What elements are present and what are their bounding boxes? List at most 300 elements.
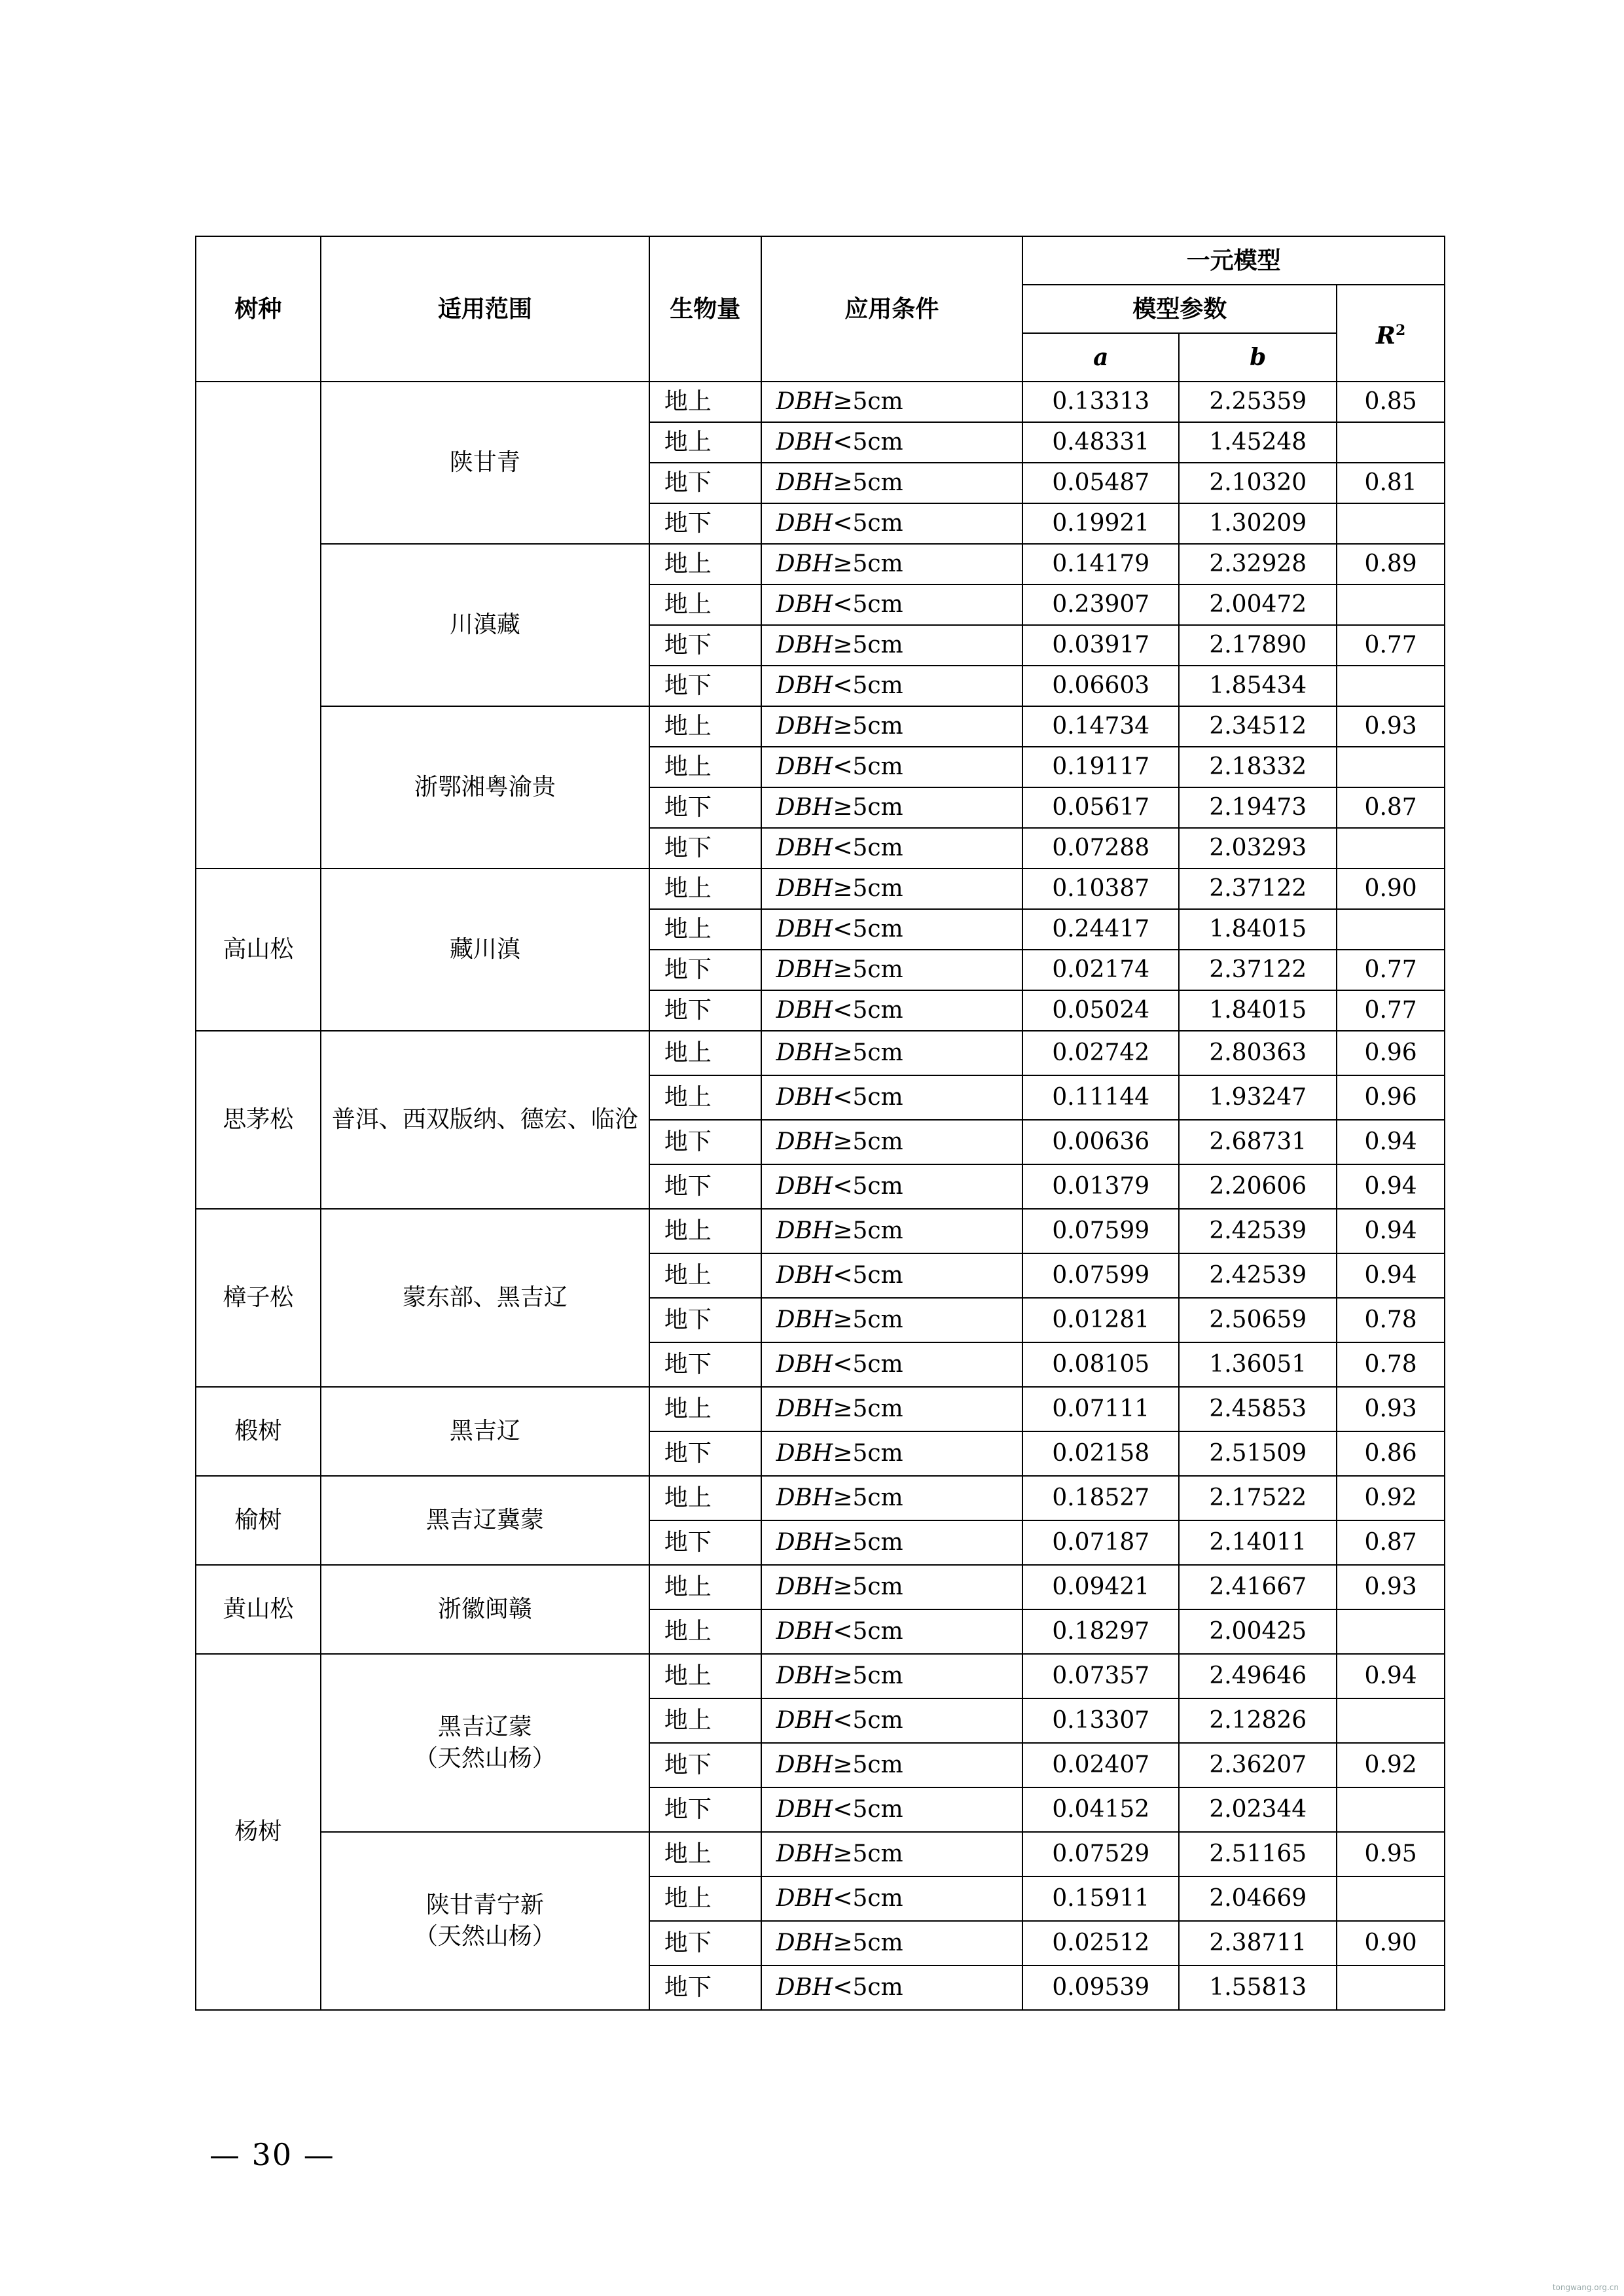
species-cell: 黄山松: [196, 1565, 321, 1654]
dbh-label: DBH: [776, 510, 833, 537]
param-b-cell: 2.32928: [1179, 544, 1337, 584]
condition-cell: [761, 1431, 1023, 1476]
param-a-cell: 0.00636: [1022, 1120, 1179, 1164]
param-b-header: b: [1179, 333, 1337, 382]
dbh-threshold: <5cm: [833, 510, 903, 537]
dbh-threshold: ≥5cm: [833, 1573, 903, 1600]
dbh-label: DBH: [776, 550, 833, 577]
param-a-cell: 0.07111: [1022, 1387, 1179, 1431]
range-cell: [321, 1387, 649, 1476]
biomass-cell: 地上: [649, 544, 761, 584]
dbh-label: DBH: [776, 875, 833, 902]
table-row: [196, 1387, 1445, 1431]
param-r2-cell: 0.87: [1337, 787, 1445, 828]
param-b-cell: 2.00425: [1179, 1609, 1337, 1654]
biomass-cell: 地下: [649, 950, 761, 990]
param-r2-cell: [1337, 1965, 1445, 2010]
param-b-cell: 2.37122: [1179, 950, 1337, 990]
dbh-threshold: ≥5cm: [833, 1128, 903, 1155]
param-a-cell: 0.02174: [1022, 950, 1179, 990]
dbh-label: DBH: [776, 1573, 833, 1600]
species-cell: [196, 382, 321, 869]
param-b-cell: 2.20606: [1179, 1164, 1337, 1209]
param-r2-cell: 0.94: [1337, 1253, 1445, 1298]
dbh-label: DBH: [776, 794, 833, 821]
dbh-threshold: ≥5cm: [833, 1929, 903, 1956]
table-row: [196, 706, 1445, 747]
dbh-label: DBH: [776, 1662, 833, 1689]
biomass-cell: 地上: [649, 382, 761, 422]
condition-cell: [761, 1520, 1023, 1565]
range-text: 普洱、西双版纳、德宏、临沧: [331, 1106, 638, 1133]
param-r2-cell: 0.96: [1337, 1031, 1445, 1075]
param-r2-cell: 0.94: [1337, 1209, 1445, 1253]
dbh-threshold: <5cm: [833, 1618, 903, 1645]
param-a-cell: 0.02742: [1022, 1031, 1179, 1075]
dbh-label: DBH: [776, 1840, 833, 1867]
param-r2-cell: [1337, 828, 1445, 869]
biomass-cell: 地下: [649, 1520, 761, 1565]
param-b-cell: 2.36207: [1179, 1743, 1337, 1787]
condition-cell: [761, 1120, 1023, 1164]
param-r2-cell: 0.86: [1337, 1431, 1445, 1476]
dbh-label: DBH: [776, 1306, 833, 1333]
condition-cell: [761, 1787, 1023, 1832]
param-r2-cell: [1337, 747, 1445, 787]
dbh-label: DBH: [776, 469, 833, 496]
biomass-cell: 地下: [649, 1298, 761, 1342]
dbh-threshold: ≥5cm: [833, 1217, 903, 1244]
dbh-label: DBH: [776, 753, 833, 780]
biomass-cell: 地上: [649, 747, 761, 787]
param-a-cell: 0.05487: [1022, 463, 1179, 503]
param-r2-cell: 0.89: [1337, 544, 1445, 584]
param-a-cell: 0.02512: [1022, 1921, 1179, 1965]
biomass-cell: 地下: [649, 503, 761, 544]
condition-cell: [761, 990, 1023, 1031]
param-a-cell: 0.02407: [1022, 1743, 1179, 1787]
dbh-label: DBH: [776, 1885, 833, 1912]
range-note: （天然山杨）: [414, 1745, 556, 1772]
param-b-cell: 2.04669: [1179, 1876, 1337, 1921]
param-b-cell: 2.37122: [1179, 869, 1337, 909]
param-r2-cell: [1337, 422, 1445, 463]
biomass-cell: 地上: [649, 1876, 761, 1921]
dbh-threshold: <5cm: [833, 997, 903, 1024]
biomass-cell: 地下: [649, 1787, 761, 1832]
dbh-threshold: <5cm: [833, 1796, 903, 1823]
condition-header: 应用条件: [761, 236, 1023, 382]
range-cell: [321, 1565, 649, 1654]
param-r2-cell: 0.94: [1337, 1120, 1445, 1164]
dbh-label: DBH: [776, 1618, 833, 1645]
param-r2-cell: 0.96: [1337, 1075, 1445, 1120]
species-cell: 杨树: [196, 1654, 321, 2010]
biomass-cell: 地下: [649, 1342, 761, 1387]
param-r2-cell: 0.93: [1337, 1565, 1445, 1609]
condition-cell: [761, 747, 1023, 787]
param-r2-cell: 0.77: [1337, 625, 1445, 666]
param-a-cell: 0.07288: [1022, 828, 1179, 869]
biomass-cell: 地上: [649, 1387, 761, 1431]
param-a-cell: 0.07529: [1022, 1832, 1179, 1876]
param-r2-cell: 0.90: [1337, 1921, 1445, 1965]
biomass-cell: 地下: [649, 1743, 761, 1787]
dbh-threshold: <5cm: [833, 672, 903, 699]
condition-cell: [761, 828, 1023, 869]
dbh-threshold: <5cm: [833, 1173, 903, 1200]
param-r2-cell: [1337, 584, 1445, 625]
species-header: 树种: [196, 236, 321, 382]
dbh-label: DBH: [776, 713, 833, 740]
condition-cell: [761, 625, 1023, 666]
param-a-cell: 0.11144: [1022, 1075, 1179, 1120]
range-cell: [321, 869, 649, 1031]
range-cell: [321, 1832, 649, 2010]
dbh-threshold: <5cm: [833, 591, 903, 618]
condition-cell: [761, 1609, 1023, 1654]
range-cell: [321, 706, 649, 869]
range-cell: [321, 1209, 649, 1387]
dbh-label: DBH: [776, 429, 833, 456]
condition-cell: [761, 1965, 1023, 2010]
species-cell: 樟子松: [196, 1209, 321, 1387]
dbh-threshold: ≥5cm: [833, 1662, 903, 1689]
param-b-cell: 2.42539: [1179, 1253, 1337, 1298]
param-b-cell: 1.84015: [1179, 909, 1337, 950]
biomass-cell: 地上: [649, 584, 761, 625]
condition-cell: [761, 706, 1023, 747]
dbh-label: DBH: [776, 1440, 833, 1467]
param-b-cell: 2.80363: [1179, 1031, 1337, 1075]
dbh-threshold: ≥5cm: [833, 956, 903, 983]
biomass-cell: 地上: [649, 1253, 761, 1298]
dbh-threshold: <5cm: [833, 1262, 903, 1289]
param-b-cell: 2.17890: [1179, 625, 1337, 666]
condition-cell: [761, 1565, 1023, 1609]
param-r2-cell: 0.94: [1337, 1164, 1445, 1209]
dbh-threshold: <5cm: [833, 1974, 903, 2001]
param-a-cell: 0.13307: [1022, 1698, 1179, 1743]
condition-cell: [761, 1743, 1023, 1787]
param-b-cell: 2.19473: [1179, 787, 1337, 828]
condition-cell: [761, 1654, 1023, 1698]
range-header: 适用范围: [321, 236, 649, 382]
range-cell: [321, 1031, 649, 1209]
biomass-cell: 地上: [649, 1832, 761, 1876]
param-b-cell: 2.42539: [1179, 1209, 1337, 1253]
biomass-cell: 地下: [649, 463, 761, 503]
dbh-threshold: ≥5cm: [833, 1440, 903, 1467]
dbh-threshold: ≥5cm: [833, 469, 903, 496]
dbh-threshold: ≥5cm: [833, 632, 903, 658]
condition-cell: [761, 1876, 1023, 1921]
dbh-threshold: <5cm: [833, 753, 903, 780]
param-a-cell: 0.08105: [1022, 1342, 1179, 1387]
param-b-cell: 2.25359: [1179, 382, 1337, 422]
param-r2-cell: [1337, 1698, 1445, 1743]
dbh-label: DBH: [776, 1039, 833, 1066]
params-header: 模型参数: [1022, 285, 1337, 333]
param-a-cell: 0.02158: [1022, 1431, 1179, 1476]
biomass-cell: 地下: [649, 625, 761, 666]
param-b-cell: 1.55813: [1179, 1965, 1337, 2010]
biomass-header: 生物量: [649, 236, 761, 382]
species-cell: 椴树: [196, 1387, 321, 1476]
param-b-cell: 2.03293: [1179, 828, 1337, 869]
param-b-cell: 1.36051: [1179, 1342, 1337, 1387]
param-a-cell: 0.04152: [1022, 1787, 1179, 1832]
range-cell: [321, 382, 649, 544]
param-r2-cell: [1337, 909, 1445, 950]
param-r2-cell: [1337, 1787, 1445, 1832]
param-r2-cell: 0.77: [1337, 990, 1445, 1031]
param-b-cell: 2.18332: [1179, 747, 1337, 787]
param-r2-cell: 0.94: [1337, 1654, 1445, 1698]
dbh-label: DBH: [776, 1173, 833, 1200]
dbh-label: DBH: [776, 1351, 833, 1378]
species-cell: 榆树: [196, 1476, 321, 1565]
condition-cell: [761, 584, 1023, 625]
param-r2-cell: [1337, 666, 1445, 706]
biomass-cell: 地上: [649, 1609, 761, 1654]
param-r2-cell: 0.85: [1337, 382, 1445, 422]
param-b-cell: 2.45853: [1179, 1387, 1337, 1431]
param-a-cell: 0.24417: [1022, 909, 1179, 950]
param-a-cell: 0.07357: [1022, 1654, 1179, 1698]
biomass-cell: 地上: [649, 1031, 761, 1075]
param-a-cell: 0.19921: [1022, 503, 1179, 544]
condition-cell: [761, 463, 1023, 503]
dbh-label: DBH: [776, 1929, 833, 1956]
param-a-cell: 0.07187: [1022, 1520, 1179, 1565]
dbh-threshold: ≥5cm: [833, 1395, 903, 1422]
condition-cell: [761, 1476, 1023, 1520]
condition-cell: [761, 1698, 1023, 1743]
param-r2-cell: 0.92: [1337, 1476, 1445, 1520]
dbh-label: DBH: [776, 1796, 833, 1823]
biomass-cell: 地下: [649, 990, 761, 1031]
table-row: [196, 382, 1445, 422]
table-row: [196, 544, 1445, 584]
param-a-cell: 0.18297: [1022, 1609, 1179, 1654]
dbh-label: DBH: [776, 1529, 833, 1556]
biomass-cell: 地下: [649, 787, 761, 828]
param-b-cell: 1.45248: [1179, 422, 1337, 463]
dbh-label: DBH: [776, 916, 833, 942]
range-cell: [321, 1654, 649, 1832]
dbh-threshold: <5cm: [833, 1707, 903, 1734]
dbh-label: DBH: [776, 1751, 833, 1778]
r2-header: $R^2$: [1337, 285, 1445, 382]
table-row: [196, 1565, 1445, 1609]
table-row: [196, 1832, 1445, 1876]
param-a-cell: 0.13313: [1022, 382, 1179, 422]
dbh-label: DBH: [776, 591, 833, 618]
param-r2-cell: [1337, 1609, 1445, 1654]
condition-cell: [761, 544, 1023, 584]
header-row-1: [196, 236, 1445, 285]
condition-cell: [761, 950, 1023, 990]
species-cell: 思茅松: [196, 1031, 321, 1209]
dbh-threshold: <5cm: [833, 429, 903, 456]
condition-cell: [761, 1387, 1023, 1431]
dbh-label: DBH: [776, 388, 833, 415]
dbh-threshold: ≥5cm: [833, 1306, 903, 1333]
param-b-cell: 2.10320: [1179, 463, 1337, 503]
dbh-threshold: ≥5cm: [833, 875, 903, 902]
biomass-cell: 地上: [649, 1476, 761, 1520]
param-b-cell: 2.51509: [1179, 1431, 1337, 1476]
param-a-cell: 0.15911: [1022, 1876, 1179, 1921]
biomass-cell: 地下: [649, 828, 761, 869]
dbh-threshold: ≥5cm: [833, 1529, 903, 1556]
param-b-cell: 2.12826: [1179, 1698, 1337, 1743]
table-row: [196, 1476, 1445, 1520]
param-b-cell: 2.51165: [1179, 1832, 1337, 1876]
table-row: [196, 1031, 1445, 1075]
biomass-cell: 地上: [649, 1654, 761, 1698]
biomass-model-table: [195, 236, 1445, 2011]
param-r2-cell: 0.93: [1337, 706, 1445, 747]
param-a-cell: 0.09421: [1022, 1565, 1179, 1609]
param-a-cell: 0.23907: [1022, 584, 1179, 625]
param-b-cell: 1.85434: [1179, 666, 1337, 706]
species-cell: 高山松: [196, 869, 321, 1031]
condition-cell: [761, 1342, 1023, 1387]
range-note: （天然山杨）: [414, 1923, 556, 1950]
dbh-label: DBH: [776, 1217, 833, 1244]
dbh-threshold: <5cm: [833, 1885, 903, 1912]
condition-cell: [761, 1164, 1023, 1209]
dbh-threshold: ≥5cm: [833, 713, 903, 740]
condition-cell: [761, 869, 1023, 909]
param-b-cell: 2.38711: [1179, 1921, 1337, 1965]
param-a-header: a: [1022, 333, 1179, 382]
dbh-threshold: ≥5cm: [833, 1751, 903, 1778]
table-row: [196, 1654, 1445, 1698]
param-a-cell: 0.18527: [1022, 1476, 1179, 1520]
range-text: 陕甘青: [449, 449, 520, 476]
param-b-cell: 1.30209: [1179, 503, 1337, 544]
table-row: [196, 869, 1445, 909]
param-b-cell: 2.00472: [1179, 584, 1337, 625]
biomass-cell: 地下: [649, 1965, 761, 2010]
dbh-threshold: ≥5cm: [833, 794, 903, 821]
condition-cell: [761, 787, 1023, 828]
biomass-cell: 地下: [649, 1120, 761, 1164]
biomass-cell: 地上: [649, 869, 761, 909]
condition-cell: [761, 1298, 1023, 1342]
param-b-cell: 2.02344: [1179, 1787, 1337, 1832]
param-a-cell: 0.09539: [1022, 1965, 1179, 2010]
dbh-label: DBH: [776, 672, 833, 699]
dbh-label: DBH: [776, 1395, 833, 1422]
range-cell: [321, 544, 649, 706]
param-r2-cell: 0.81: [1337, 463, 1445, 503]
param-b-cell: 2.50659: [1179, 1298, 1337, 1342]
range-text: 藏川滇: [449, 936, 520, 963]
dbh-label: DBH: [776, 1084, 833, 1111]
param-r2-cell: 0.90: [1337, 869, 1445, 909]
param-a-cell: 0.48331: [1022, 422, 1179, 463]
range-cell: [321, 1476, 649, 1565]
param-r2-cell: 0.95: [1337, 1832, 1445, 1876]
dbh-label: DBH: [776, 1974, 833, 2001]
model-header: 一元模型: [1022, 236, 1445, 285]
dbh-label: DBH: [776, 632, 833, 658]
biomass-cell: 地上: [649, 422, 761, 463]
watermark: tongwang.org.cn: [1552, 2283, 1619, 2292]
dbh-threshold: ≥5cm: [833, 1039, 903, 1066]
dbh-label: DBH: [776, 956, 833, 983]
dbh-label: DBH: [776, 1262, 833, 1289]
condition-cell: [761, 422, 1023, 463]
param-a-cell: 0.19117: [1022, 747, 1179, 787]
biomass-cell: 地下: [649, 666, 761, 706]
condition-cell: [761, 1075, 1023, 1120]
condition-cell: [761, 666, 1023, 706]
param-a-cell: 0.10387: [1022, 869, 1179, 909]
param-a-cell: 0.07599: [1022, 1209, 1179, 1253]
param-b-cell: 2.68731: [1179, 1120, 1337, 1164]
param-a-cell: 0.03917: [1022, 625, 1179, 666]
param-b-cell: 2.41667: [1179, 1565, 1337, 1609]
param-b-cell: 2.17522: [1179, 1476, 1337, 1520]
biomass-cell: 地下: [649, 1431, 761, 1476]
biomass-cell: 地上: [649, 1075, 761, 1120]
dbh-threshold: ≥5cm: [833, 1840, 903, 1867]
dbh-label: DBH: [776, 834, 833, 861]
biomass-cell: 地上: [649, 909, 761, 950]
condition-cell: [761, 503, 1023, 544]
param-r2-cell: 0.93: [1337, 1387, 1445, 1431]
range-text: 浙徽闽赣: [437, 1596, 532, 1623]
param-a-cell: 0.01379: [1022, 1164, 1179, 1209]
dbh-threshold: <5cm: [833, 1084, 903, 1111]
param-r2-cell: 0.77: [1337, 950, 1445, 990]
range-text: 黑吉辽蒙: [437, 1713, 532, 1740]
condition-cell: [761, 1832, 1023, 1876]
param-a-cell: 0.01281: [1022, 1298, 1179, 1342]
range-text: 浙鄂湘粤渝贵: [414, 774, 556, 800]
biomass-cell: 地上: [649, 1209, 761, 1253]
page-number: — 30 —: [209, 2137, 335, 2172]
condition-cell: [761, 909, 1023, 950]
dbh-threshold: ≥5cm: [833, 550, 903, 577]
table-body: [196, 382, 1445, 2010]
param-b-cell: 1.93247: [1179, 1075, 1337, 1120]
dbh-label: DBH: [776, 1707, 833, 1734]
biomass-cell: 地上: [649, 1565, 761, 1609]
param-b-cell: 2.34512: [1179, 706, 1337, 747]
dbh-threshold: <5cm: [833, 1351, 903, 1378]
dbh-threshold: ≥5cm: [833, 388, 903, 415]
dbh-threshold: ≥5cm: [833, 1484, 903, 1511]
param-b-cell: 2.14011: [1179, 1520, 1337, 1565]
range-text: 黑吉辽冀蒙: [425, 1507, 544, 1534]
param-a-cell: 0.06603: [1022, 666, 1179, 706]
range-text: 蒙东部、黑吉辽: [402, 1284, 568, 1311]
param-a-cell: 0.07599: [1022, 1253, 1179, 1298]
dbh-label: DBH: [776, 1484, 833, 1511]
param-a-cell: 0.05617: [1022, 787, 1179, 828]
param-a-cell: 0.05024: [1022, 990, 1179, 1031]
param-r2-cell: 0.92: [1337, 1743, 1445, 1787]
condition-cell: [761, 1921, 1023, 1965]
condition-cell: [761, 1031, 1023, 1075]
dbh-label: DBH: [776, 1128, 833, 1155]
